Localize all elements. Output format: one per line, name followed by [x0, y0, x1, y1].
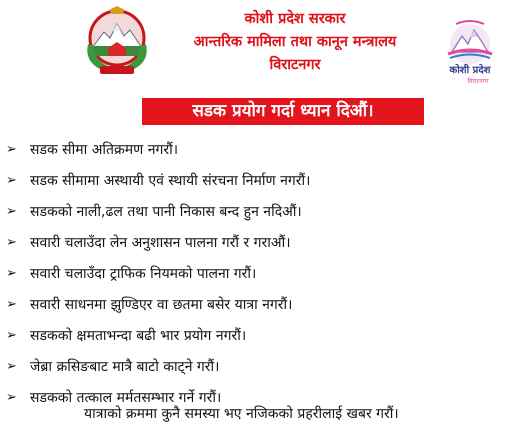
arrow-bullet-icon: ➢	[6, 359, 17, 374]
list-item	[6, 351, 511, 382]
arrow-bullet-icon: ➢	[6, 235, 17, 250]
logo-right-title: कोशी प्रदेश	[449, 65, 491, 76]
list-item-text: सवारी चलाउँदा लेन अनुशासन पालना गरौं र गराऔं।	[30, 235, 291, 251]
arrow-bullet-icon: ➢	[6, 173, 17, 188]
nepal-emblem-icon	[78, 4, 156, 78]
list-item	[6, 289, 511, 320]
government-name: कोशी प्रदेश सरकार	[244, 11, 346, 27]
arrow-bullet-icon: ➢	[6, 266, 17, 281]
list-item-text: सवारी साधनमा झुण्डिएर वा छतमा बसेर यात्रा नगरौं।	[30, 297, 293, 313]
office-location: विराटनगर	[269, 57, 321, 73]
list-item-text: जेब्रा क्रसिङबाट मात्रै बाटो काट्ने गरौं।	[30, 359, 220, 375]
arrow-bullet-icon: ➢	[6, 328, 17, 343]
footer-note: यात्राको क्रममा कुनै समस्या भए नजिकको प्रहरीलाई खबर गरौं।	[84, 406, 399, 422]
logo-right-subtitle: विराटनगर	[467, 78, 489, 85]
arrow-bullet-icon: ➢	[6, 297, 17, 312]
list-item-text: सडकको तत्काल मर्मतसम्भार गर्ने गरौं।	[30, 390, 222, 406]
koshi-province-logo-icon	[434, 18, 506, 88]
arrow-bullet-icon: ➢	[6, 204, 17, 219]
arrow-bullet-icon: ➢	[6, 390, 17, 405]
list-item	[6, 227, 511, 258]
list-item-text: सडकको क्षमताभन्दा बढी भार प्रयोग नगरौं।	[30, 328, 247, 344]
road-rules-list	[6, 134, 511, 413]
arrow-bullet-icon: ➢	[6, 142, 17, 157]
list-item	[6, 165, 511, 196]
list-item-text: सडक सीमामा अस्थायी एवं स्थायी संरचना निर्माण नगरौं।	[30, 173, 311, 189]
office-heading	[160, 8, 430, 77]
list-item-text: सडक सीमा अतिक्रमण नगरौं।	[30, 142, 179, 158]
list-item	[6, 134, 511, 165]
list-item	[6, 196, 511, 227]
list-item-text: सवारी चलाउँदा ट्राफिक नियमको पालना गरौं।	[30, 266, 257, 282]
ministry-name: आन्तरिक मामिला तथा कानून मन्त्रालय	[193, 34, 397, 50]
list-item	[6, 320, 511, 351]
list-item	[6, 258, 511, 289]
headline-banner: सडक प्रयोग गर्दा ध्यान दिऔं।	[142, 98, 424, 125]
list-item-text: सडकको नाली,ढल तथा पानी निकास बन्द हुन नदिऔं।	[30, 204, 302, 220]
header	[0, 0, 519, 96]
